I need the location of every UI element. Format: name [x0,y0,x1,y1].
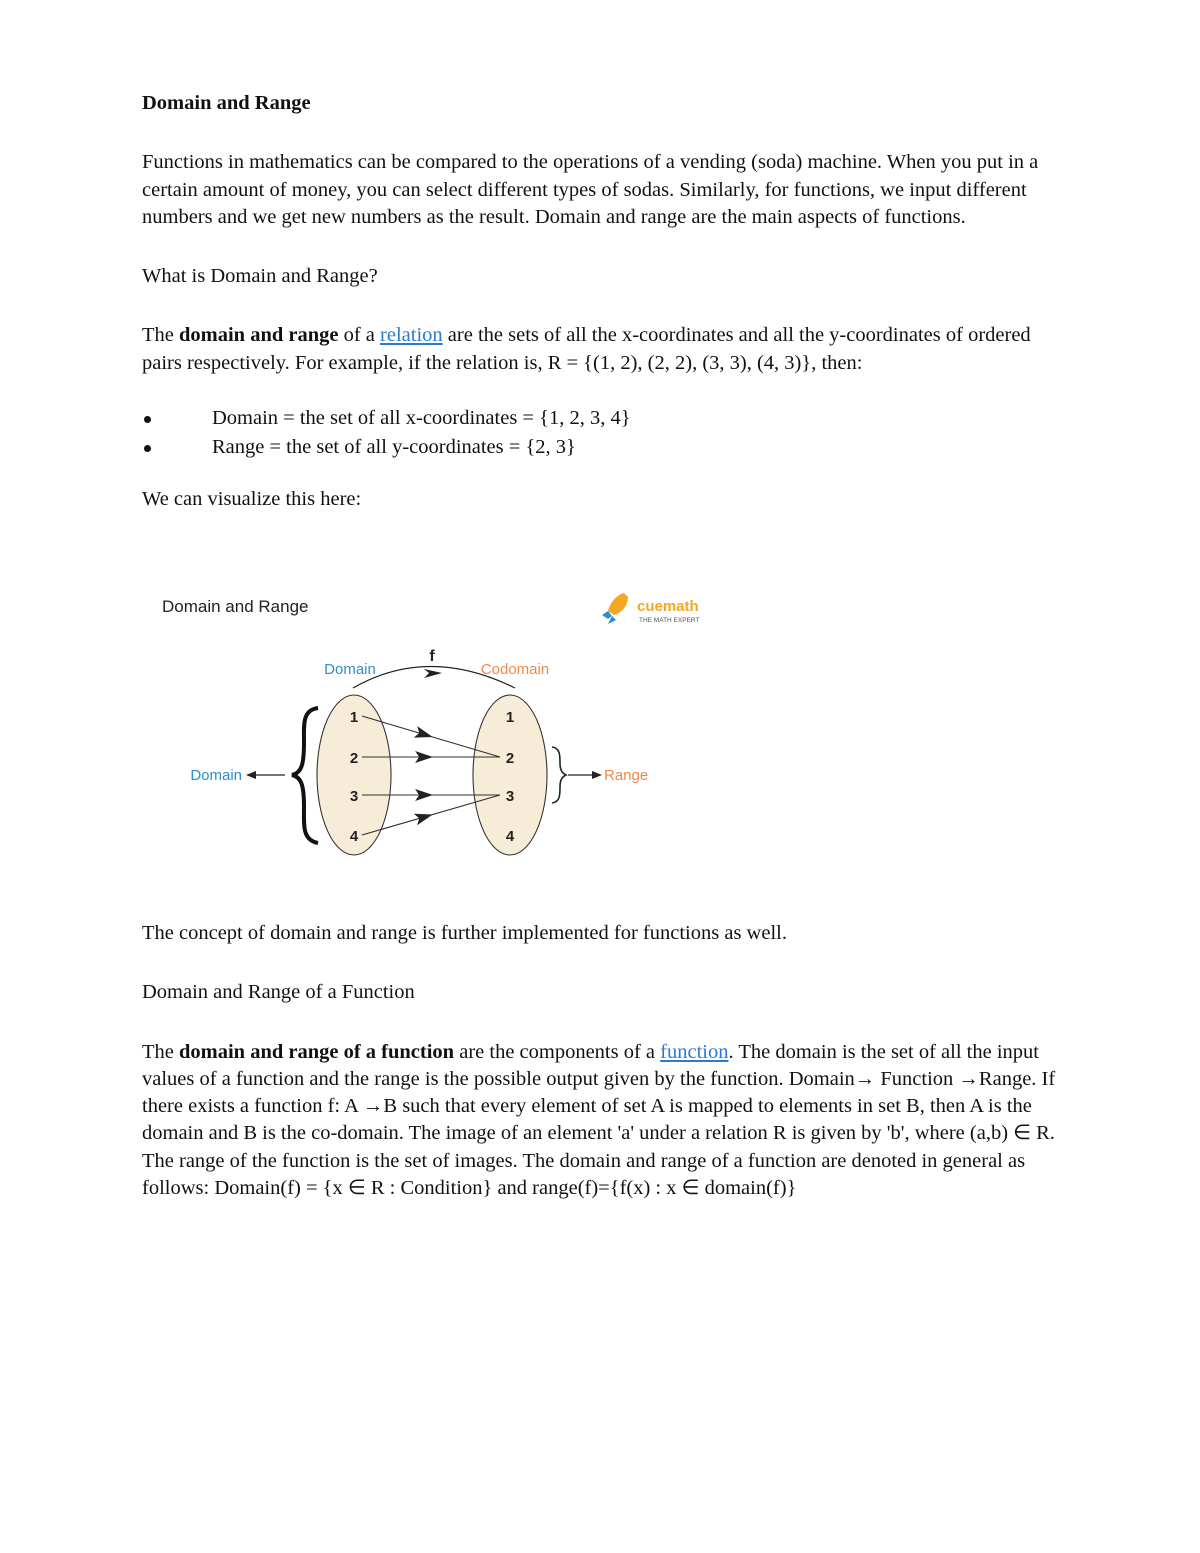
domain-value-3: 3 [349,788,359,805]
codomain-value-3: 3 [505,788,515,805]
domain-value-2: 2 [349,750,359,767]
function-label: f [429,648,435,665]
mapping-arrowhead-1-to-2 [414,726,435,743]
codomain-value-2: 2 [505,750,515,767]
def2-prefix: The [142,1040,179,1063]
relation-definition-paragraph [142,322,1067,377]
range-brace [552,747,566,803]
logo-name: cuemath [637,598,699,615]
range-right-label: Range [604,767,649,784]
concept-text: The concept of domain and range is further implemented for functions as well. [142,922,787,944]
list-item: Domain = the set of all x-coordinates = {1, 2, 3, 4} [142,404,1067,433]
rocket-icon [602,593,628,624]
domain-value-1: 1 [349,709,359,726]
list-item: Range = the set of all y-coordinates = {2, 3} [142,433,1067,462]
diagram-svg [142,585,742,875]
document-title: Domain and Range [142,92,311,114]
logo-tagline: THE MATH EXPERT [639,617,700,624]
range-pointer-arrowhead [592,771,602,779]
domain-set-label: Domain [324,661,376,678]
def1-suffix: are the sets of all the x-coordinates and all the y-coordinates of ordered pairs respectively. For example, if the relation is, R = {(1, 2), (2, 2), (3, 3), (4, 3)}, then: [142,324,1031,374]
function-link[interactable]: function [660,1040,729,1063]
domain-value-4: 4 [349,828,359,845]
codomain-value-4: 4 [505,828,515,845]
mapping-arrowhead-4-to-3 [414,809,435,826]
intro-paragraph: Functions in mathematics can be compared to the operations of a vending (soda) machine. When you put in a certain amount of money, you can select different types of sodas. Similarly, for functions, we input different numbers and we get new numbers as the result. Domain and range are the main aspects of functions. [142,151,1039,228]
diagram-title: Domain and Range [162,597,309,616]
domain-pointer-arrowhead [246,771,256,779]
cuemath-logo [602,593,699,624]
def1-middle: of a [338,324,381,347]
domain-range-diagram [142,585,742,875]
codomain-value-1: 1 [505,709,515,726]
def2-middle: are the components of a [454,1040,661,1063]
def2-bold-term: domain and range of a function [179,1040,455,1063]
document-body-continued [142,920,1067,1202]
visualize-text: We can visualize this here: [142,488,362,511]
document-body [142,90,1067,513]
section-heading-function: Domain and Range of a Function [142,981,415,1004]
domain-range-bullet-list [142,404,1067,462]
def1-prefix: The [142,324,179,347]
codomain-set-label: Codomain [480,661,550,678]
function-arc-arrowhead [424,669,442,678]
bullet-icon [144,445,151,452]
section-heading-what-is: What is Domain and Range? [142,265,378,288]
domain-brace [292,708,318,843]
function-definition-paragraph [142,1039,1067,1203]
bullet-icon [144,416,151,423]
relation-link[interactable]: relation [380,324,443,347]
domain-left-label: Domain [190,767,242,784]
def2-suffix: . The domain is the set of all the input values of a function and the range is the possible output given by the function. Domain→ Function →Range. If there exists a function f: A →B such that every element of set A is mapped to elements in set B, then A is the domain and B is the co-domain. The image of an element 'a' under a relation R is given by 'b', where (a,b) ∈ R. The range of the function is the set of images. The domain and range of a function are denoted in general as follows: Domain(f) = {x ∈ R : Condition} and range(f)={f(x) : x ∈ domain(f)} [142,1040,1056,1200]
def1-bold-term: domain and range [179,324,339,347]
